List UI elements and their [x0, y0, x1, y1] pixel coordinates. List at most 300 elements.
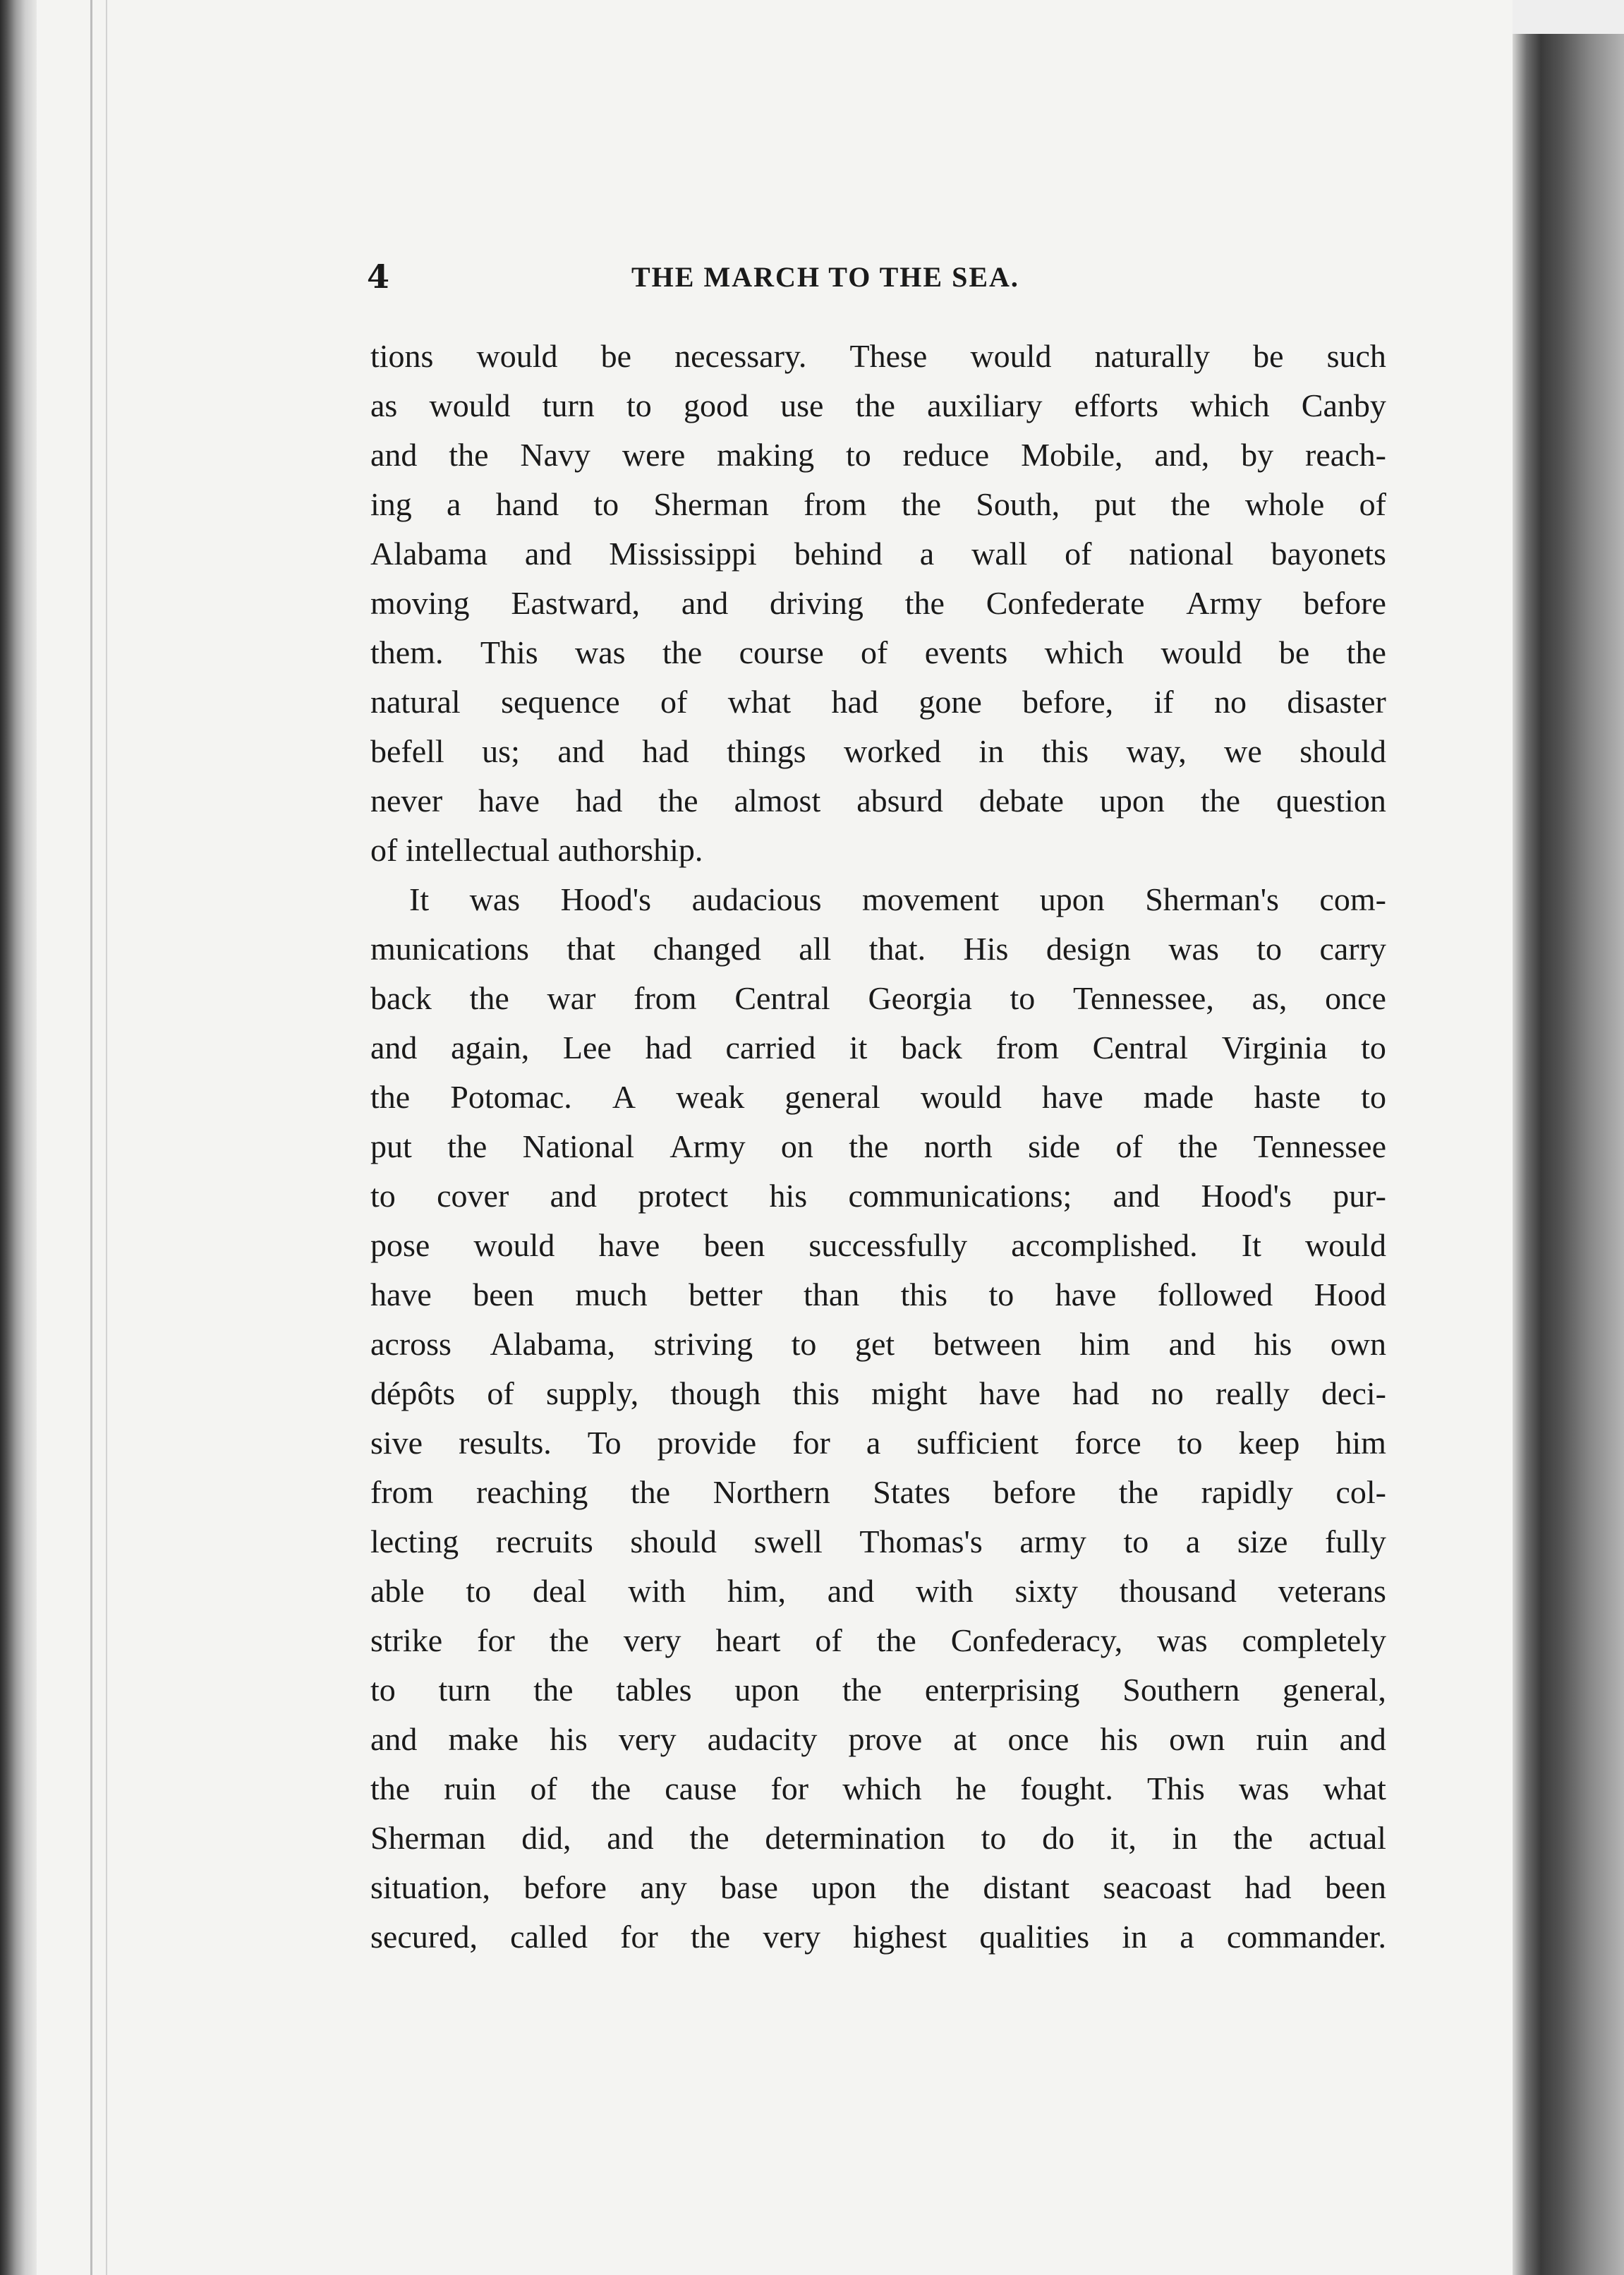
word: wall — [971, 536, 1028, 572]
word: once — [1325, 980, 1386, 1016]
word: bayonets — [1271, 536, 1386, 572]
word: put — [370, 1128, 412, 1164]
word: Hood's — [1201, 1178, 1292, 1214]
word: States — [873, 1474, 951, 1510]
word: from — [995, 1030, 1059, 1066]
page-header — [367, 258, 1390, 300]
word: had — [831, 684, 878, 720]
word: Alabama, — [490, 1326, 616, 1362]
text-line — [370, 1517, 1386, 1567]
word: the — [849, 1128, 889, 1164]
word: turn — [438, 1672, 491, 1708]
word: changed — [653, 931, 761, 967]
word: absurd — [856, 783, 943, 819]
word: us; — [482, 733, 520, 769]
word: called — [510, 1919, 588, 1955]
word: made — [1143, 1079, 1214, 1115]
word: been — [473, 1277, 535, 1312]
text-line — [370, 727, 1386, 776]
word: protect — [638, 1178, 729, 1214]
word: Mobile, — [1021, 437, 1123, 473]
text-line — [370, 1567, 1386, 1616]
word: him — [1335, 1425, 1386, 1461]
word: Potomac. — [450, 1079, 572, 1115]
word: audacity — [707, 1721, 818, 1757]
word: north — [923, 1128, 993, 1164]
word: movement — [862, 881, 1000, 917]
word: almost — [734, 783, 821, 819]
word: tions — [370, 338, 434, 374]
word: to — [1010, 980, 1036, 1016]
word: situation, — [370, 1869, 490, 1905]
word: the — [842, 1672, 883, 1708]
word: sixty — [1014, 1573, 1079, 1609]
word: ruin — [1256, 1721, 1309, 1757]
word: way, — [1126, 733, 1187, 769]
word: fought. — [1020, 1770, 1113, 1806]
text-line — [370, 1468, 1386, 1517]
word: really — [1216, 1375, 1290, 1411]
word: qualities — [979, 1919, 1090, 1955]
word: a — [866, 1425, 881, 1461]
text-line — [370, 1665, 1386, 1715]
word: was — [1168, 931, 1219, 967]
text-line — [370, 1221, 1386, 1270]
word: this — [900, 1277, 948, 1312]
word: to — [593, 486, 619, 522]
word: and — [370, 1721, 418, 1757]
word: communications; — [848, 1178, 1072, 1214]
word: for — [620, 1919, 658, 1955]
text-line — [370, 1764, 1386, 1814]
word: put — [1094, 486, 1137, 522]
word: very — [623, 1622, 681, 1658]
word: Tennessee — [1253, 1128, 1386, 1164]
word: Confederate — [986, 585, 1145, 621]
word: auxiliary — [927, 387, 1043, 423]
text-line — [370, 677, 1386, 727]
word: should — [630, 1523, 717, 1559]
word: commander. — [1226, 1919, 1386, 1955]
word: sufficient — [916, 1425, 1039, 1461]
word: efforts — [1074, 387, 1158, 423]
text-line — [370, 1715, 1386, 1764]
text-line — [370, 628, 1386, 677]
word: Georgia — [868, 980, 972, 1016]
word: his — [1100, 1721, 1139, 1757]
word: making — [717, 437, 815, 473]
word: and — [370, 1030, 418, 1066]
word: we — [1224, 733, 1262, 769]
word: lecting — [370, 1523, 459, 1559]
word: and — [550, 1178, 598, 1214]
word: had — [1244, 1869, 1292, 1905]
word: from — [804, 486, 867, 522]
word: munications — [370, 931, 529, 967]
text-line — [370, 1122, 1386, 1171]
text-line — [370, 1616, 1386, 1665]
word: before, — [1022, 684, 1114, 720]
word: the — [447, 1128, 487, 1164]
text-line — [370, 875, 1386, 924]
word: befell — [370, 733, 444, 769]
word: to — [1361, 1030, 1386, 1066]
word: of — [530, 1770, 557, 1806]
word: of — [1115, 1128, 1143, 1164]
word: have — [1055, 1277, 1117, 1312]
word: the — [855, 387, 895, 423]
word: of — [815, 1622, 842, 1658]
word: provide — [657, 1425, 757, 1461]
word: Eastward, — [511, 585, 641, 621]
word: reaching — [475, 1474, 588, 1510]
word: in — [1122, 1919, 1148, 1955]
word: before — [1303, 585, 1386, 621]
word: moving — [370, 585, 470, 621]
word: if — [1153, 684, 1174, 720]
text-line — [370, 1814, 1386, 1863]
word: to — [981, 1820, 1007, 1856]
word: and — [524, 536, 572, 572]
word: and — [681, 585, 729, 621]
word: than — [804, 1277, 860, 1312]
word: Northern — [713, 1474, 830, 1510]
word: force — [1074, 1425, 1141, 1461]
word: be — [1253, 338, 1284, 374]
word: This — [480, 634, 538, 670]
word: the — [1346, 634, 1386, 670]
text-line — [370, 579, 1386, 628]
gutter-line — [90, 0, 92, 2275]
text-line — [370, 776, 1386, 826]
word: national — [1129, 536, 1234, 572]
word: Virginia — [1221, 1030, 1328, 1066]
word: were — [622, 437, 686, 473]
right-page-edge-top — [1513, 0, 1624, 34]
word: and — [370, 437, 418, 473]
text-line — [370, 1912, 1386, 1962]
word: deci- — [1321, 1375, 1386, 1411]
word: Sherman — [370, 1820, 486, 1856]
word: general — [784, 1079, 880, 1115]
word: had — [575, 783, 623, 819]
word: was — [1238, 1770, 1290, 1806]
text-line — [370, 1023, 1386, 1073]
word: the — [1200, 783, 1241, 819]
word: of — [1359, 486, 1386, 522]
word: would — [1161, 634, 1242, 670]
text-line — [370, 974, 1386, 1023]
word: have — [1041, 1079, 1103, 1115]
word: and — [1113, 1178, 1161, 1214]
word: the — [909, 1869, 950, 1905]
word: upon — [1099, 783, 1165, 819]
word: to — [626, 387, 652, 423]
word: the — [449, 437, 489, 473]
text-line — [370, 1369, 1386, 1418]
word: back — [370, 980, 432, 1016]
word: would — [920, 1079, 1002, 1115]
word: to — [791, 1326, 817, 1362]
word: a — [1185, 1523, 1201, 1559]
word: upon — [734, 1672, 800, 1708]
word: what — [1323, 1770, 1386, 1806]
word: of — [660, 684, 688, 720]
page-number: 4 — [367, 258, 390, 296]
text-line — [370, 1863, 1386, 1912]
word: be — [600, 338, 632, 374]
word: have — [370, 1277, 432, 1312]
word: successfully — [808, 1227, 968, 1263]
word: much — [575, 1277, 648, 1312]
word: whole — [1244, 486, 1325, 522]
word: for — [792, 1425, 830, 1461]
word: completely — [1242, 1622, 1386, 1658]
word: should — [1299, 733, 1386, 769]
word: enterprising — [924, 1672, 1080, 1708]
word: no — [1151, 1375, 1184, 1411]
word: for — [770, 1770, 809, 1806]
word: the — [1178, 1128, 1218, 1164]
word: before — [523, 1869, 607, 1905]
word: supply, — [546, 1375, 639, 1411]
word: his — [550, 1721, 588, 1757]
word: between — [933, 1326, 1041, 1362]
word: the — [901, 486, 942, 522]
word: in — [1172, 1820, 1198, 1856]
word: been — [703, 1227, 765, 1263]
word: carry — [1319, 931, 1386, 967]
word: Thomas's — [859, 1523, 983, 1559]
text-line — [370, 1418, 1386, 1468]
word: gone — [919, 684, 982, 720]
word: as, — [1252, 980, 1287, 1016]
word: own — [1330, 1326, 1386, 1362]
word: Army — [1186, 585, 1262, 621]
word: dépôts — [370, 1375, 456, 1411]
word: which — [842, 1770, 922, 1806]
word: the — [1233, 1820, 1273, 1856]
word: the — [549, 1622, 589, 1658]
word: his — [769, 1178, 808, 1214]
word: and — [1339, 1721, 1386, 1757]
word: the — [904, 585, 945, 621]
word: fully — [1325, 1523, 1386, 1559]
word: once — [1007, 1721, 1069, 1757]
word: have — [478, 783, 540, 819]
word: do — [1042, 1820, 1075, 1856]
word: them. — [370, 634, 444, 670]
word: of — [1065, 536, 1092, 572]
word: the — [590, 1770, 631, 1806]
text-line — [370, 1171, 1386, 1221]
word: it — [849, 1030, 868, 1066]
word: the — [1118, 1474, 1158, 1510]
word: able — [370, 1573, 425, 1609]
text-line — [370, 1073, 1386, 1122]
word: Canby — [1301, 387, 1386, 423]
word: was — [575, 634, 626, 670]
text-line — [370, 1270, 1386, 1320]
word: with — [915, 1573, 974, 1609]
word: the — [1170, 486, 1211, 522]
word: his — [1254, 1326, 1292, 1362]
word: to — [846, 437, 871, 473]
word: necessary. — [674, 338, 807, 374]
word: a — [919, 536, 935, 572]
word: before — [993, 1474, 1077, 1510]
word: cover — [437, 1178, 509, 1214]
word: get — [854, 1326, 895, 1362]
word: good — [683, 387, 749, 423]
word: Southern — [1122, 1672, 1240, 1708]
word: These — [849, 338, 928, 374]
word: at — [953, 1721, 977, 1757]
word: col- — [1335, 1474, 1386, 1510]
word: a — [1180, 1919, 1194, 1955]
word: to — [466, 1573, 492, 1609]
word: audacious — [691, 881, 822, 917]
word: Navy — [520, 437, 591, 473]
word: determination — [765, 1820, 945, 1856]
word: Lee — [562, 1030, 612, 1066]
word: very — [763, 1919, 821, 1955]
word: weak — [676, 1079, 745, 1115]
word: upon — [811, 1869, 877, 1905]
word: accomplished. — [1011, 1227, 1198, 1263]
word: use — [780, 387, 824, 423]
word: any — [640, 1869, 687, 1905]
word: which — [1190, 387, 1270, 423]
word: Sherman's — [1145, 881, 1279, 917]
word: the — [469, 980, 509, 1016]
word: Confederacy, — [950, 1622, 1123, 1658]
word: highest — [853, 1919, 947, 1955]
word: and — [827, 1573, 875, 1609]
word: the — [690, 1919, 731, 1955]
text-line — [370, 332, 1386, 381]
word: across — [370, 1326, 452, 1362]
word: pur- — [1333, 1178, 1386, 1214]
word: Alabama — [370, 536, 488, 572]
word: own — [1169, 1721, 1225, 1757]
word: never — [370, 783, 443, 819]
word: all — [799, 931, 832, 967]
word: had — [642, 733, 689, 769]
word: Central — [1092, 1030, 1189, 1066]
word: National — [522, 1128, 634, 1164]
word: Tennessee, — [1072, 980, 1214, 1016]
word: sequence — [501, 684, 620, 720]
word: the — [370, 1079, 411, 1115]
word: be — [1278, 634, 1310, 670]
word: was — [469, 881, 521, 917]
word: and — [557, 733, 605, 769]
word: actual — [1309, 1820, 1386, 1856]
word: heart — [715, 1622, 781, 1658]
word: with — [628, 1573, 686, 1609]
word: carried — [725, 1030, 816, 1066]
word: the — [662, 634, 703, 670]
word: was — [1157, 1622, 1208, 1658]
word: would — [429, 387, 511, 423]
word: it, — [1110, 1820, 1137, 1856]
word: of — [861, 634, 888, 670]
word: keep — [1238, 1425, 1300, 1461]
word: what — [727, 684, 792, 720]
text-line — [370, 381, 1386, 430]
word: better — [688, 1277, 763, 1312]
word: It — [409, 881, 430, 917]
word: veterans — [1278, 1573, 1386, 1609]
word: Hood's — [560, 881, 652, 917]
word: would — [1304, 1227, 1386, 1263]
word: haste — [1254, 1079, 1321, 1115]
word: Sherman — [653, 486, 769, 522]
word: prove — [848, 1721, 923, 1757]
word: events — [924, 634, 1008, 670]
word: driving — [770, 585, 863, 621]
word: he — [955, 1770, 987, 1806]
word: general, — [1283, 1672, 1386, 1708]
word: debate — [978, 783, 1064, 819]
word: war — [547, 980, 596, 1016]
word: and — [607, 1820, 654, 1856]
word: naturally — [1094, 338, 1211, 374]
word: to — [1123, 1523, 1149, 1559]
word: the — [876, 1622, 916, 1658]
word: would — [476, 338, 558, 374]
word: for — [477, 1622, 515, 1658]
word: on — [780, 1128, 813, 1164]
word: deal — [532, 1573, 587, 1609]
word: ruin — [444, 1770, 497, 1806]
running-title: THE MARCH TO THE SEA. — [631, 261, 1019, 293]
word: base — [720, 1869, 778, 1905]
word: did, — [521, 1820, 571, 1856]
word: had — [645, 1030, 692, 1066]
word: to — [370, 1672, 396, 1708]
word: the — [630, 1474, 671, 1510]
text-line — [370, 430, 1386, 480]
word: to — [370, 1178, 396, 1214]
word: the — [689, 1820, 729, 1856]
word: disaster — [1287, 684, 1386, 720]
word: army — [1019, 1523, 1086, 1559]
word: reduce — [902, 437, 990, 473]
word: as — [370, 387, 398, 423]
word: him — [1079, 1326, 1131, 1362]
word: of — [487, 1375, 514, 1411]
word: Hood — [1314, 1277, 1386, 1312]
text-line — [370, 1320, 1386, 1369]
word: to — [1361, 1079, 1386, 1115]
word: him, — [727, 1573, 786, 1609]
word: that — [566, 931, 616, 967]
word: and, — [1154, 437, 1210, 473]
word: South, — [976, 486, 1060, 522]
word: design — [1046, 931, 1131, 967]
word: that. — [868, 931, 926, 967]
word: things — [727, 733, 806, 769]
gutter-line-secondary — [106, 0, 107, 2275]
word: again, — [451, 1030, 530, 1066]
word: striving — [653, 1326, 753, 1362]
right-page-edge — [1513, 0, 1624, 2275]
text-line — [370, 529, 1386, 579]
word: behind — [794, 536, 883, 572]
word: a — [447, 486, 461, 522]
